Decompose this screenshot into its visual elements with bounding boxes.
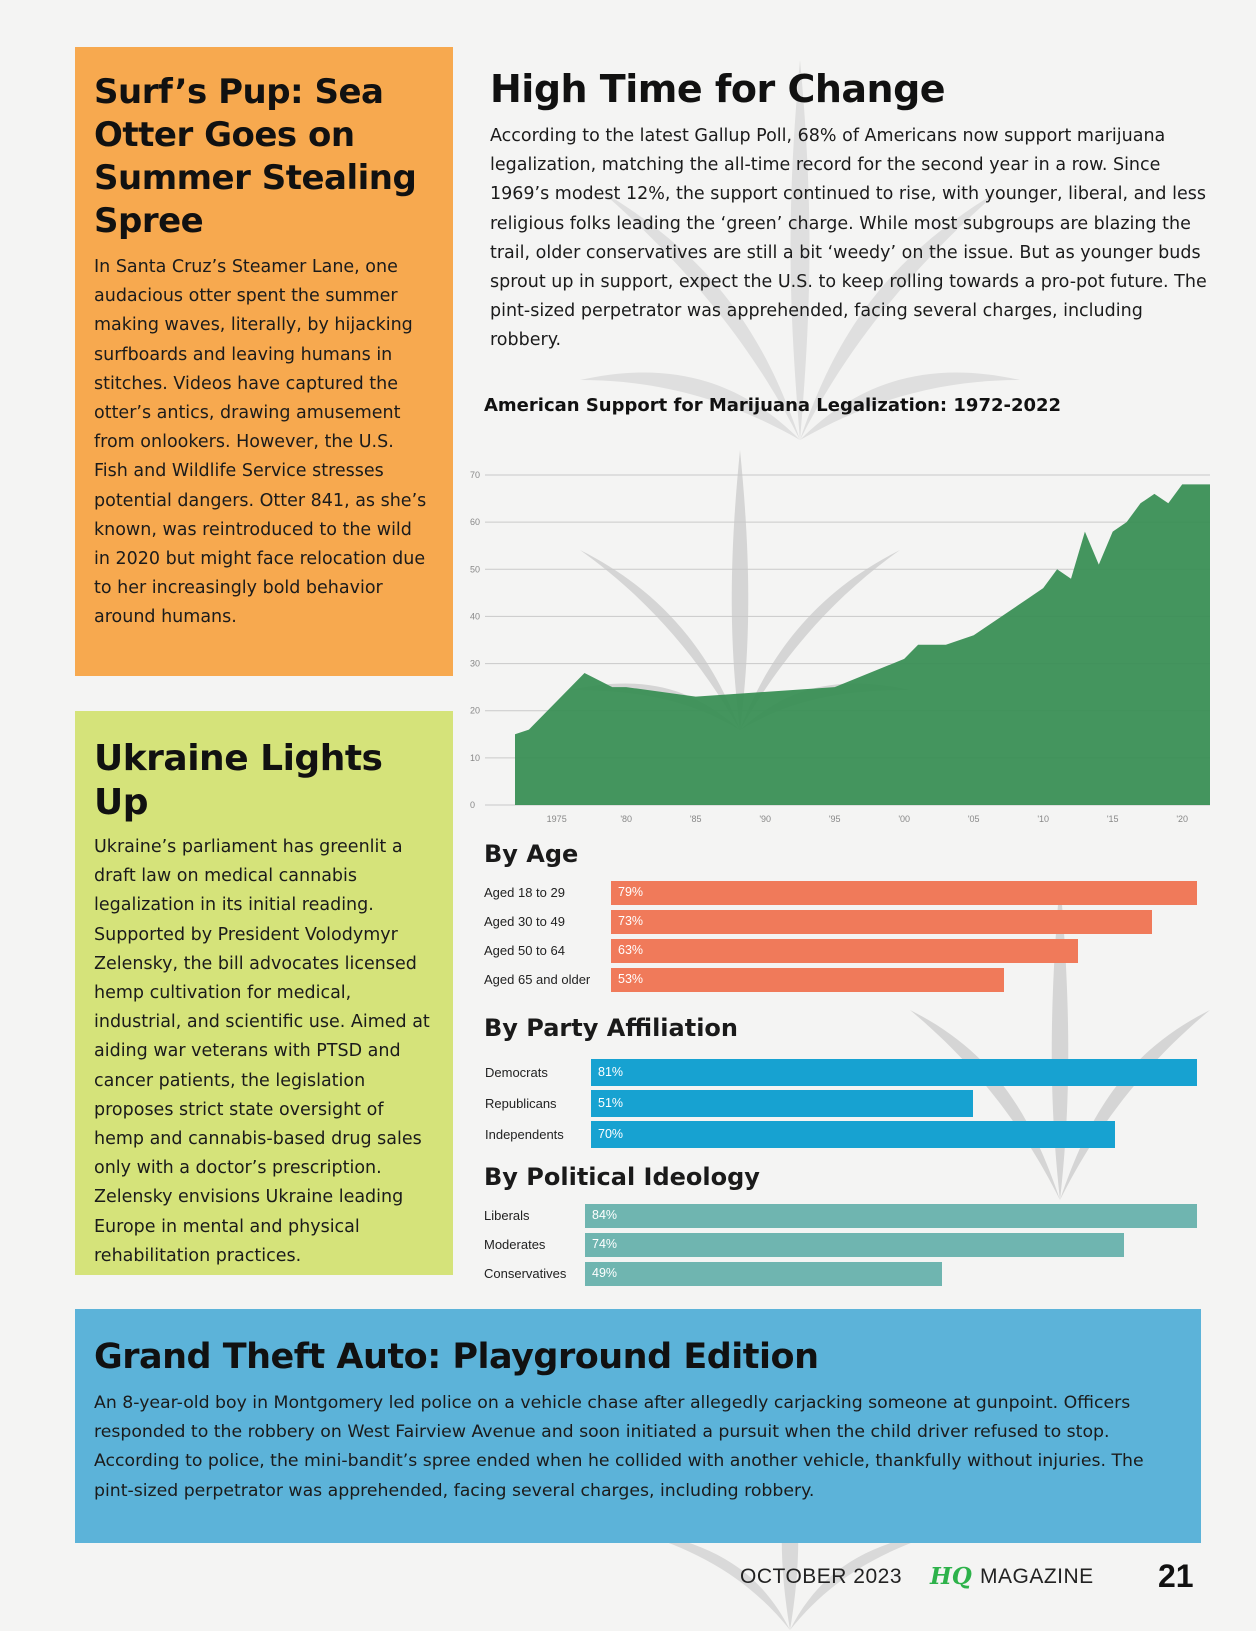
bar [591, 1059, 1197, 1086]
bar-category-label: Aged 50 to 64 [484, 943, 565, 958]
bar-category-label: Conservatives [484, 1266, 567, 1281]
bar-value-label: 84% [592, 1208, 618, 1222]
bar-row [484, 881, 1224, 905]
x-tick-label: '95 [828, 814, 841, 824]
bar-category-label: Independents [485, 1126, 564, 1142]
bar-row [485, 1090, 1225, 1117]
bar [611, 881, 1197, 905]
bar-row [485, 1121, 1225, 1148]
bar-row [484, 910, 1224, 934]
gta-article-box [75, 1309, 1201, 1543]
footer-date: OCTOBER 2023 [740, 1565, 903, 1588]
bar-chart-heading: By Age [484, 840, 579, 868]
y-tick-label: 0 [470, 800, 476, 810]
bar [611, 910, 1152, 934]
bar-row [485, 1059, 1225, 1086]
y-tick-label: 60 [470, 517, 481, 528]
footer-magazine: MAGAZINE [980, 1565, 1094, 1588]
bar [611, 968, 1004, 992]
bar-value-label: 73% [618, 914, 644, 928]
main-article-body: According to the latest Gallup Poll, 68% of Americans now support marijuana legalization, matching the all-time record for the second year in a row. Since 1969’s modest 12%, the support continued to rise, with younger, liberal, and less religious folks leading the ‘green’ charge. While most subgroups are blazing the trail, older conservatives are still a bit ‘weedy’ on the issue. But as younger buds sprout up in support, expect the U.S. to keep rolling towards a pro-pot future. The pint-sized perpetrator was apprehended, facing several charges, including robbery. [490, 126, 1207, 351]
x-tick-label: '90 [759, 814, 772, 824]
bar-value-label: 51% [598, 1095, 624, 1110]
bar [585, 1204, 1197, 1228]
bar-chart-heading: By Party Affiliation [484, 1014, 739, 1042]
y-tick-label: 40 [470, 611, 481, 622]
bar-value-label: 79% [618, 885, 644, 899]
bar-row [484, 1233, 1224, 1257]
bar-row [484, 1204, 1224, 1228]
bar-category-label: Aged 18 to 29 [484, 885, 565, 900]
ukraine-article-box [75, 711, 453, 1275]
support-area-series [515, 484, 1210, 805]
bar [591, 1121, 1115, 1148]
y-tick-label: 30 [470, 658, 481, 669]
ukraine-article-title: Ukraine Lights Up [94, 738, 383, 823]
y-tick-label: 20 [470, 705, 481, 716]
y-tick-label: 10 [470, 752, 481, 763]
bar-row [484, 939, 1224, 963]
bar [611, 939, 1078, 963]
x-tick-label: '15 [1106, 814, 1119, 824]
bar-category-label: Moderates [484, 1237, 546, 1252]
bar-chart-heading: By Political Ideology [484, 1163, 760, 1191]
bar-category-label: Aged 65 and older [484, 972, 591, 987]
y-tick-label: 70 [470, 470, 481, 480]
ukraine-article-body: Ukraine’s parliament has greenlit a draft law on medical cannabis legalization in its initial reading. Supported by President Volodymyr Zelensky, the bill advocates licensed hemp cultivation for medical, industrial, and scientific use. Aimed at aiding war veterans with PTSD and cancer patients, the legislation proposes strict state oversight of hemp and cannabis-based drug sales only with a doctor’s prescription. Zelensky envisions Ukraine leading Europe in mental and physical rehabilitation practices. [94, 837, 430, 1266]
gta-article-body: An 8-year-old boy in Montgomery led police on a vehicle chase after allegedly carjacking someone at gunpoint. Officers responded to the robbery on West Fairview Avenue and soon initiated a pursuit when the child driver refused to stop. According to police, the mini-bandit’s spree ended when he collided with another vehicle, thankfully without injuries. The pint-sized perpetrator was apprehended, facing several charges, including robbery. [94, 1393, 1144, 1501]
x-tick-label: '10 [1037, 814, 1050, 824]
main-article-title: High Time for Change [490, 67, 946, 111]
bar-value-label: 49% [592, 1266, 618, 1280]
otter-article-box [75, 47, 453, 676]
page-number: 21 [1158, 1558, 1194, 1594]
bar-category-label: Republicans [485, 1095, 557, 1111]
gta-article-title: Grand Theft Auto: Playground Edition [94, 1337, 819, 1377]
otter-article-title: Surf’s Pup: Sea Otter Goes on Summer Stealing Spree [94, 72, 417, 241]
bar-value-label: 70% [598, 1126, 624, 1141]
x-tick-label: '05 [967, 814, 980, 824]
bar-value-label: 81% [598, 1064, 624, 1079]
x-tick-label: '00 [898, 814, 911, 824]
bar-value-label: 63% [618, 943, 644, 957]
hq-logo: HQ [930, 1563, 972, 1590]
bar-value-label: 74% [592, 1237, 618, 1251]
support-area-chart [470, 460, 1215, 830]
x-tick-label: '20 [1176, 814, 1189, 824]
x-tick-label: 1975 [546, 814, 567, 824]
bar-category-label: Aged 30 to 49 [484, 914, 565, 929]
x-tick-label: '85 [689, 814, 702, 824]
bar [591, 1090, 973, 1117]
bar-row [484, 968, 1224, 992]
otter-article-body: In Santa Cruz’s Steamer Lane, one audacious otter spent the summer making waves, literally, by hijacking surfboards and leaving humans in stitches. Videos have captured the otter’s antics, drawing amusement from onlookers. However, the U.S. Fish and Wildlife Service stresses potential dangers. Otter 841, as she’s known, was reintroduced to the wild in 2020 but might face relocation due to her increasingly bold behavior around humans. [94, 257, 427, 628]
y-tick-label: 50 [470, 564, 481, 575]
bar-category-label: Democrats [485, 1064, 548, 1080]
bar-value-label: 53% [618, 972, 644, 986]
bar [585, 1262, 942, 1286]
x-tick-label: '80 [620, 814, 633, 824]
area-chart-title: American Support for Marijuana Legalization: 1972-2022 [484, 395, 1062, 416]
bar-row [484, 1262, 1224, 1286]
bar-category-label: Liberals [484, 1208, 530, 1223]
bar [585, 1233, 1124, 1257]
